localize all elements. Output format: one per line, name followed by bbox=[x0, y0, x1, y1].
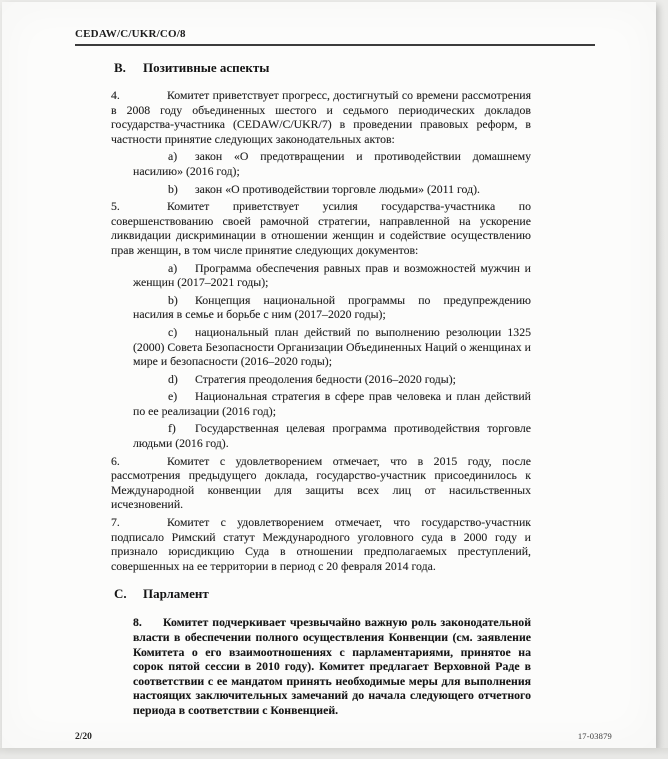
page-footer bbox=[75, 731, 612, 742]
list-item-4b bbox=[133, 182, 531, 197]
paragraph-number: 8. bbox=[133, 615, 142, 630]
item-text: Стратегия преодоления бедности (2016–2020 годы); bbox=[195, 371, 456, 386]
paragraph-number: 6. bbox=[111, 453, 120, 468]
paragraph-5 bbox=[111, 199, 531, 257]
section-heading-b bbox=[114, 60, 531, 76]
list-item-5f bbox=[133, 421, 531, 450]
list-item-5c bbox=[133, 325, 531, 369]
section-letter: C. bbox=[114, 586, 127, 602]
paragraph-number: 5. bbox=[111, 199, 120, 214]
paragraph-text: Комитет подчеркивает чрезвычайно важную роль законодательной власти в обеспечении полного осуществления Конвенции (см. заявление Комитета о его взаимоотношениях с парламентариями, принятое на сорок пятой сессии в 2010 году). Комитет предлагает Верховной Раде в соответствии с ее мандатом принять необходимые меры для выполнения настоящих заключительных замечаний до начала следующего отчетного периода в соответствии с Конвенцией. bbox=[133, 615, 531, 717]
item-text: национальный план действий по выполнению резолюции 1325 (2000) Совета Безопасности Организации Объединенных Наций о женщинах и мире и безопасности (2016–2020 годы); bbox=[133, 324, 531, 369]
paragraph-text: Комитет приветствует прогресс, достигнутый со времени рассмотрения в 2008 году объединенных шестого и седьмого периодических докладов государства-участника (CEDAW/C/UKR/7) в проведении правовых реформ, в частности принятие следующих законодательных актов: bbox=[111, 88, 531, 146]
item-label: e) bbox=[168, 389, 178, 404]
list-item-4a bbox=[133, 149, 531, 178]
header-divider bbox=[75, 44, 595, 46]
paragraph-8 bbox=[133, 615, 531, 717]
item-label: b) bbox=[168, 181, 178, 196]
item-text: закон «О противодействии торговле людьми» (2011 год). bbox=[195, 181, 480, 196]
paragraph-4 bbox=[111, 88, 531, 146]
page-number: 2/20 bbox=[75, 732, 92, 742]
paragraph-text: Комитет с удовлетворением отмечает, что в 2015 году, после рассмотрения предыдущего доклада, государство-участник присоединилось к Международной конвенции для защиты всех лиц от насильственных исчезновений. bbox=[111, 453, 531, 512]
document-symbol: CEDAW/C/UKR/CO/8 bbox=[75, 28, 186, 40]
list-item-5e bbox=[133, 389, 531, 418]
section-heading-c bbox=[114, 586, 531, 602]
item-text: закон «О предотвращении и противодействии домашнему насилию» (2016 год); bbox=[133, 149, 531, 178]
list-item-5a bbox=[133, 261, 531, 290]
item-label: a) bbox=[168, 149, 178, 164]
paragraph-number: 7. bbox=[111, 515, 120, 530]
list-item-5b bbox=[133, 293, 531, 322]
scan-bottom-edge bbox=[0, 748, 668, 759]
item-text: Концепция национальной программы по предупреждению насилия в семье и борьбе с ним (2017–2020 годы); bbox=[133, 292, 531, 322]
document-job-number: 17-03879 bbox=[577, 731, 612, 741]
paragraph-number: 4. bbox=[111, 88, 120, 102]
item-text: Национальная стратегия в сфере прав человека и план действий по ее реализации (2016 год); bbox=[133, 389, 531, 418]
paragraph-text: Комитет с удовлетворением отмечает, что государство-участник подписало Римский статут Международного уголовного суда в 2000 году и признало юрисдикцию Суда в отношении предполагаемых преступлений, совершенных на ее территории в период с 20 февраля 2014 года. bbox=[111, 515, 531, 573]
item-text: Программа обеспечения равных прав и возможностей мужчин и женщин (2017–2021 годы); bbox=[133, 260, 531, 290]
document-page bbox=[2, 2, 656, 748]
item-label: f) bbox=[168, 421, 176, 436]
item-label: c) bbox=[168, 324, 178, 339]
paragraph-6 bbox=[111, 454, 531, 512]
paragraph-7 bbox=[111, 515, 531, 573]
section-title: Парламент bbox=[143, 586, 209, 602]
item-label: d) bbox=[168, 371, 178, 386]
section-title: Позитивные аспекты bbox=[143, 60, 270, 75]
item-label: a) bbox=[168, 260, 178, 275]
item-label: b) bbox=[168, 292, 178, 307]
paragraph-text: Комитет приветствует усилия государства-участника по совершенствованию своей рамочной стратегии, направленной на ускорение ликвидации дискриминации в отношении женщин и содействие осуществлению прав женщин, в том числе принятие следующих документов: bbox=[111, 199, 531, 257]
section-letter: B. bbox=[114, 60, 126, 75]
item-text: Государственная целевая программа противодействия торговле людьми (2016 год). bbox=[133, 421, 531, 451]
document-body bbox=[111, 60, 531, 721]
list-item-5d bbox=[133, 372, 531, 387]
